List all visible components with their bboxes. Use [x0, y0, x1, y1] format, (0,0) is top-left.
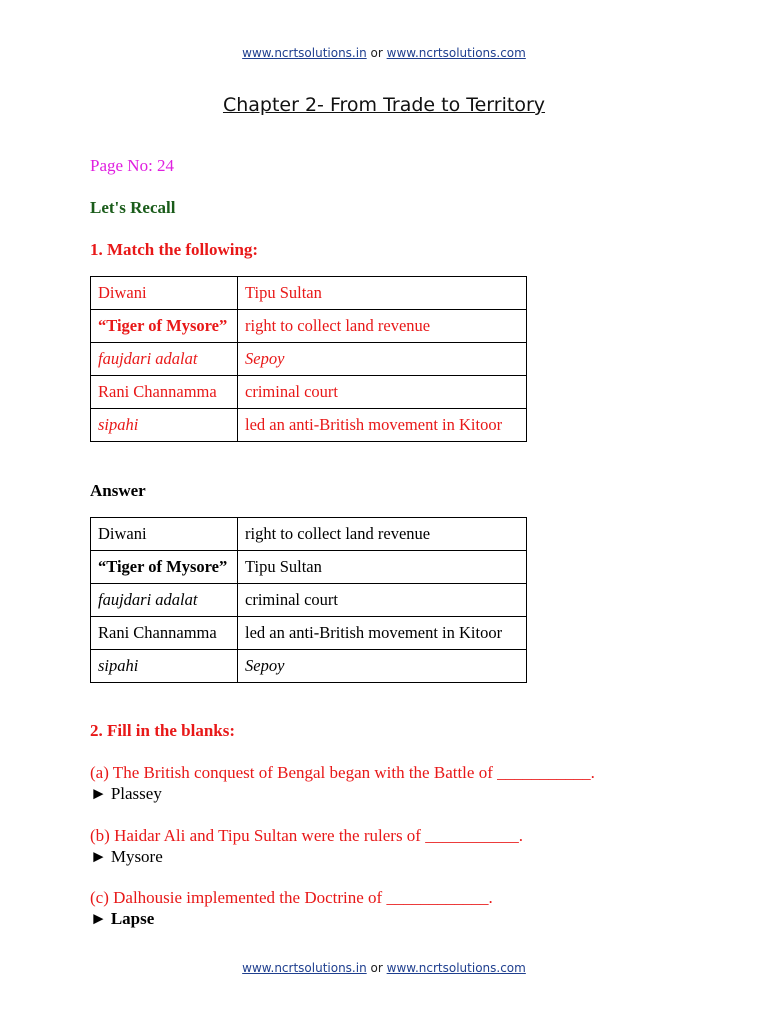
- header-or: or: [370, 46, 383, 60]
- answer-match-table: [90, 517, 527, 683]
- q1-left-cell: Rani Channamma: [91, 376, 238, 409]
- q2a-question: (a) The British conquest of Bengal began with the Battle of ___________.: [90, 763, 595, 782]
- section-heading: Let's Recall: [90, 198, 176, 217]
- answer-heading: Answer: [90, 481, 146, 500]
- table-row: [91, 551, 527, 584]
- answer-left-cell: “Tiger of Mysore”: [91, 551, 238, 584]
- q1-match-table: [90, 276, 527, 442]
- answer-left-cell: sipahi: [91, 650, 238, 683]
- answer-text: Lapse: [110, 909, 155, 928]
- arrow-right-icon: ►: [90, 784, 107, 803]
- q1-right-cell: criminal court: [238, 376, 527, 409]
- table-row: [91, 650, 527, 683]
- answer-right-cell: right to collect land revenue: [238, 518, 527, 551]
- q1-right-cell: right to collect land revenue: [238, 310, 527, 343]
- q2a-answer: [90, 784, 162, 804]
- table-row: [91, 277, 527, 310]
- header-link-com[interactable]: www.ncrtsolutions.com: [386, 46, 526, 60]
- q1-right-cell: Sepoy: [238, 343, 527, 376]
- table-row: [91, 409, 527, 442]
- footer-link-in[interactable]: www.ncrtsolutions.in: [242, 961, 367, 975]
- page-number: Page No: 24: [90, 156, 175, 175]
- q1-right-cell: led an anti-British movement in Kitoor: [238, 409, 527, 442]
- chapter-title: Chapter 2- From Trade to Territory: [222, 94, 546, 116]
- table-row: [91, 343, 527, 376]
- table-row: [91, 310, 527, 343]
- answer-left-cell: Rani Channamma: [91, 617, 238, 650]
- answer-left-cell: faujdari adalat: [91, 584, 238, 617]
- answer-left-cell: Diwani: [91, 518, 238, 551]
- q1-left-cell: Diwani: [91, 277, 238, 310]
- q2b-answer: [90, 847, 163, 867]
- answer-right-cell: Tipu Sultan: [238, 551, 527, 584]
- q2-heading: 2. Fill in the blanks:: [90, 721, 236, 740]
- footer-or: or: [370, 961, 383, 975]
- q2c-question: (c) Dalhousie implemented the Doctrine of ____________.: [90, 888, 493, 907]
- answer-text: Mysore: [110, 847, 163, 866]
- page-footer: [0, 961, 768, 975]
- header-link-in[interactable]: www.ncrtsolutions.in: [242, 46, 367, 60]
- arrow-right-icon: ►: [90, 847, 107, 866]
- footer-link-com[interactable]: www.ncrtsolutions.com: [386, 961, 526, 975]
- q1-left-cell: “Tiger of Mysore”: [91, 310, 238, 343]
- q1-left-cell: faujdari adalat: [91, 343, 238, 376]
- q1-right-cell: Tipu Sultan: [238, 277, 527, 310]
- table-row: [91, 584, 527, 617]
- q1-heading: 1. Match the following:: [90, 240, 259, 259]
- answer-right-cell: criminal court: [238, 584, 527, 617]
- q2b-question: (b) Haidar Ali and Tipu Sultan were the rulers of ___________.: [90, 826, 523, 845]
- answer-right-cell: led an anti-British movement in Kitoor: [238, 617, 527, 650]
- answer-right-cell: Sepoy: [238, 650, 527, 683]
- q1-left-cell: sipahi: [91, 409, 238, 442]
- table-row: [91, 376, 527, 409]
- q2c-answer: [90, 909, 154, 929]
- page-header: [0, 46, 768, 60]
- table-row: [91, 518, 527, 551]
- arrow-right-icon: ►: [90, 909, 107, 928]
- table-row: [91, 617, 527, 650]
- answer-text: Plassey: [110, 784, 162, 803]
